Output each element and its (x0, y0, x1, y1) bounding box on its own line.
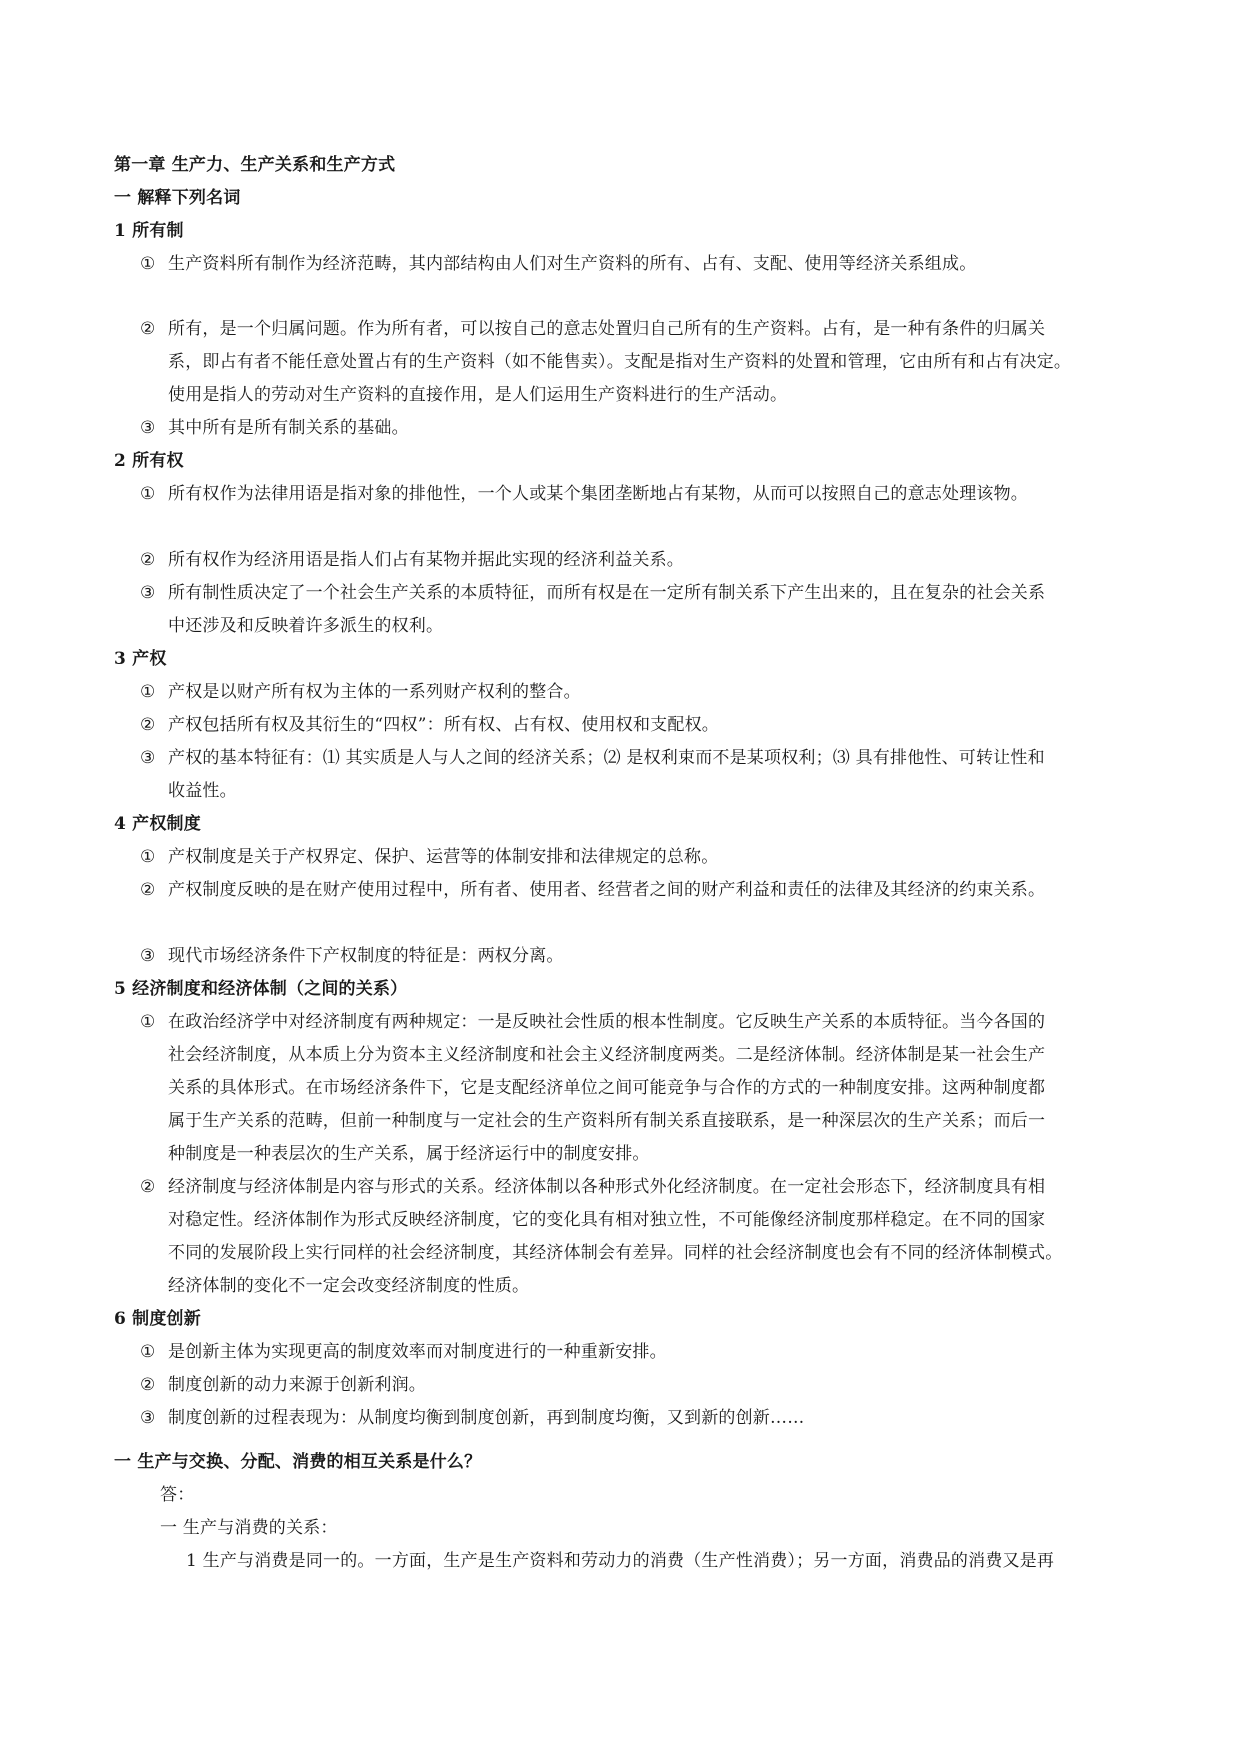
item-text: 经济制度与经济体制是内容与形式的关系。经济体制以各种形式外化经济制度。在一定社会形态下，经济制度具有相 (168, 1177, 1046, 1197)
term-heading: 1 所有制 (114, 221, 184, 241)
item-continuation: 不同的发展阶段上实行同样的社会经济制度，其经济体制会有差异。同样的社会经济制度也会有不同的经济体制模式。 (168, 1243, 1063, 1263)
item-marker: ① (140, 1342, 156, 1362)
item-text: 所有权作为经济用语是指人们占有某物并据此实现的经济利益关系。 (168, 550, 684, 570)
item-text: 所有制性质决定了一个社会生产关系的本质特征，而所有权是在一定所有制关系下产生出来的，且在复杂的社会关系 (168, 583, 1046, 603)
term-item (140, 846, 718, 868)
term-heading: 4 产权制度 (114, 814, 201, 834)
item-continuation: 关系的具体形式。在市场经济条件下，它是支配经济单位之间可能竞争与合作的方式的一种制度安排。这两种制度都 (168, 1078, 1046, 1098)
item-marker: ② (140, 1177, 156, 1197)
item-text: 现代市场经济条件下产权制度的特征是：两权分离。 (168, 946, 564, 966)
section-title: 一 解释下列名词 (114, 188, 241, 208)
item-marker: ① (140, 682, 156, 702)
term-heading: 5 经济制度和经济体制（之间的关系） (114, 979, 408, 999)
item-marker: ③ (140, 1408, 156, 1428)
term-item (140, 417, 409, 439)
term-item (140, 318, 1045, 340)
item-marker: ② (140, 319, 156, 339)
item-continuation: 系，即占有者不能任意处置占有的生产资料（如不能售卖）。支配是指对生产资料的处置和管理，它由所有和占有决定。 (168, 352, 1072, 372)
item-marker: ③ (140, 583, 156, 603)
term-heading: 6 制度创新 (114, 1309, 201, 1329)
term-item (140, 253, 976, 275)
answer-label: 答： (160, 1485, 195, 1505)
item-text: 产权的基本特征有：⑴ 其实质是人与人之间的经济关系；⑵ 是权利束而不是某项权利；⑶ 具有排他性、可转让性和 (168, 748, 1045, 768)
item-continuation: 对稳定性。经济体制作为形式反映经济制度，它的变化具有相对独立性，不可能像经济制度那样稳定。在不同的国家 (168, 1210, 1046, 1230)
item-text: 其中所有是所有制关系的基础。 (168, 418, 409, 438)
item-continuation: 使用是指人的劳动对生产资料的直接作用，是人们运用生产资料进行的生产活动。 (168, 385, 788, 405)
item-text: 制度创新的动力来源于创新利润。 (168, 1375, 426, 1395)
term-item (140, 1374, 426, 1396)
term-item (140, 549, 684, 571)
item-marker: ② (140, 550, 156, 570)
term-heading: 2 所有权 (114, 451, 184, 471)
item-text: 生产资料所有制作为经济范畴，其内部结构由人们对生产资料的所有、占有、支配、使用等经济关系组成。 (168, 254, 977, 274)
item-text: 所有权作为法律用语是指对象的排他性，一个人或某个集团垄断地占有某物，从而可以按照自己的意志处理该物。 (168, 484, 1028, 504)
item-marker: ① (140, 1012, 156, 1032)
item-continuation: 种制度是一种表层次的生产关系，属于经济运行中的制度安排。 (168, 1144, 650, 1164)
item-continuation: 中还涉及和反映着许多派生的权利。 (168, 616, 444, 636)
term-item (140, 582, 1045, 604)
item-marker: ③ (140, 418, 156, 438)
item-text: 在政治经济学中对经济制度有两种规定：一是反映社会性质的根本性制度。它反映生产关系的本质特征。当今各国的 (168, 1012, 1046, 1032)
item-marker: ② (140, 715, 156, 735)
term-item (140, 714, 719, 736)
question-title: 一 生产与交换、分配、消费的相互关系是什么？ (114, 1452, 482, 1472)
item-marker: ① (140, 484, 156, 504)
term-item (140, 945, 564, 967)
term-item (140, 1341, 667, 1363)
answer-subtitle: 一 生产与消费的关系： (160, 1518, 338, 1538)
item-continuation: 经济体制的变化不一定会改变经济制度的性质。 (168, 1276, 530, 1296)
item-continuation: 属于生产关系的范畴，但前一种制度与一定社会的生产资料所有制关系直接联系，是一种深层次的生产关系；而后一 (168, 1111, 1046, 1131)
term-item (140, 747, 1045, 769)
term-item (140, 681, 581, 703)
item-text: 产权制度是关于产权界定、保护、运营等的体制安排和法律规定的总称。 (168, 847, 719, 867)
term-item (140, 1011, 1045, 1033)
item-continuation: 社会经济制度，从本质上分为资本主义经济制度和社会主义经济制度两类。二是经济体制。经济体制是某一社会生产 (168, 1045, 1046, 1065)
item-text: 是创新主体为实现更高的制度效率而对制度进行的一种重新安排。 (168, 1342, 667, 1362)
item-marker: ③ (140, 748, 156, 768)
item-text: 产权制度反映的是在财产使用过程中，所有者、使用者、经营者之间的财产利益和责任的法律及其经济的约束关系。 (168, 880, 1046, 900)
chapter-title: 第一章 生产力、生产关系和生产方式 (114, 155, 396, 175)
item-marker: ② (140, 1375, 156, 1395)
term-item (140, 1407, 804, 1429)
term-item (140, 483, 1028, 505)
term-heading: 3 产权 (114, 649, 167, 669)
item-text: 产权包括所有权及其衍生的“四权”：所有权、占有权、使用权和支配权。 (168, 715, 719, 735)
item-marker: ② (140, 880, 156, 900)
item-text: 所有，是一个归属问题。作为所有者，可以按自己的意志处置归自己所有的生产资料。占有，是一种有条件的归属关 (168, 319, 1046, 339)
item-marker: ① (140, 254, 156, 274)
answer-point: 1 生产与消费是同一的。一方面，生产是生产资料和劳动力的消费（生产性消费）；另一方面，消费品的消费又是再 (186, 1551, 1055, 1571)
item-marker: ③ (140, 946, 156, 966)
item-marker: ① (140, 847, 156, 867)
term-item (140, 879, 1045, 901)
item-text: 制度创新的过程表现为：从制度均衡到制度创新，再到制度均衡，又到新的创新…… (168, 1408, 805, 1428)
term-item (140, 1176, 1045, 1198)
item-continuation: 收益性。 (168, 781, 237, 801)
item-text: 产权是以财产所有权为主体的一系列财产权利的整合。 (168, 682, 581, 702)
